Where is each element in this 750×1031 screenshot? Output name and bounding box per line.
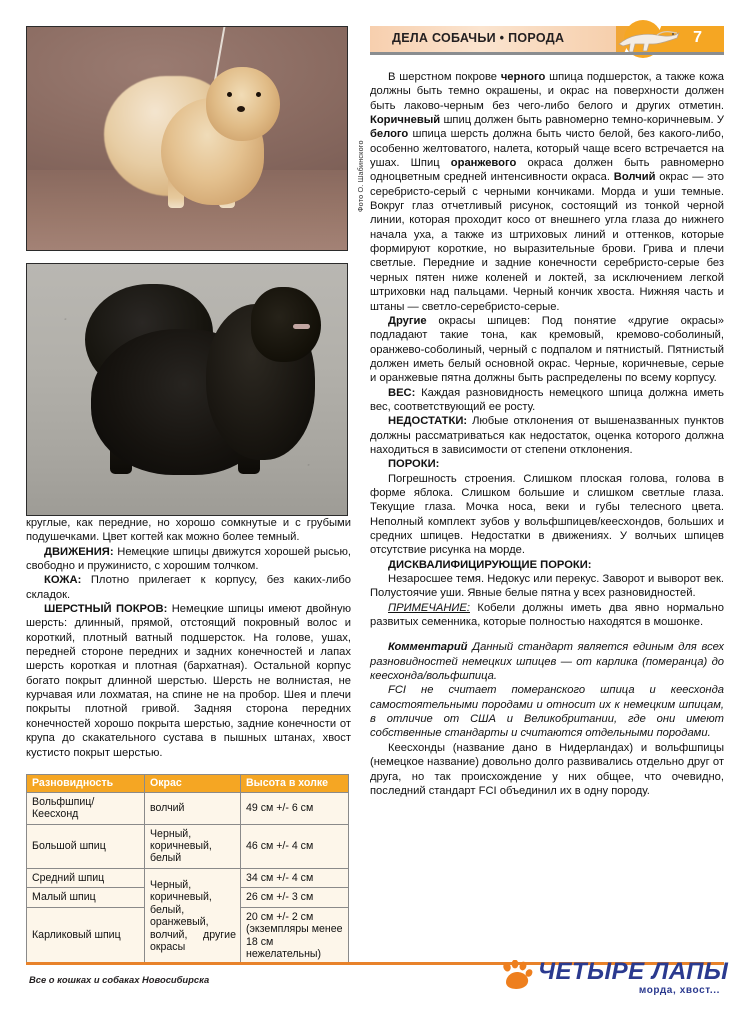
paragraph-lead: ВЕС: xyxy=(388,386,416,399)
paragraph-spacer xyxy=(370,629,724,640)
cell-variety: Большой шпиц xyxy=(27,824,145,868)
table-row xyxy=(27,824,349,868)
paragraph-lead: Другие xyxy=(388,314,427,327)
cell-color: Черный, коричневый, белый xyxy=(145,824,241,868)
page-columns xyxy=(26,26,724,960)
cell-height: 49 см +/- 6 см xyxy=(241,792,349,824)
column-header-height: Высота в холке xyxy=(241,774,349,792)
right-column xyxy=(370,26,724,956)
paragraph-italic xyxy=(388,641,468,653)
paragraph-lead: Комментарий xyxy=(388,641,468,654)
cell-height: 20 см +/- 2 см (экземпляры менее 18 см нежелательны) xyxy=(241,907,349,964)
paragraph-lead: КОЖА: xyxy=(44,574,82,587)
paragraph-lead: ПОРОКИ: xyxy=(388,458,440,471)
cell-variety: Средний шпиц xyxy=(27,868,145,887)
paragraph-note-lead: ПРИМЕЧАНИЕ: xyxy=(388,601,470,614)
paw-print-icon xyxy=(500,960,534,990)
paragraph: ШЕРСТНЫЙ ПОКРОВ: Немецкие шпицы имеют двойную шерсть: длинный, прямой, отстоящий покровный волос и короткий, плотный ватный подшерсток. На голове, ушах, передней стороне передних и задних конечностей и лапах шерсть короткая и плотная (бархатная). Остальной корпус богато покрыт длинной шерстью. Шерсть не волнистая, не курчавая или лохматая, на спине не на пробор. Шея и плечи покрыты плотной гривой. Задняя сторона передних конечностей хорошо покрыта шерстью, задние конечности от крупа до скакательного сустава в пышных штанах, хвост кустисто покрыт шерстью. xyxy=(26,603,351,759)
logo-wordmark: ЧЕТЫРЕ ЛАПЫ xyxy=(538,958,729,985)
banner-underline xyxy=(370,52,724,55)
cell-height: 46 см +/- 4 см xyxy=(241,824,349,868)
photo-orange-pomeranian xyxy=(26,26,348,251)
paragraph-lead: оранжевого xyxy=(450,157,517,170)
paragraph-italic: FCI не считает померанского шпица и кеесхонда самостоятельными породами и относит их к немецким шпицам, в отличие от США и Великобритании, где они имеют собственные стандарты и считаются отдельными породами. xyxy=(370,684,724,740)
paragraph-lead: ШЕРСТНЫЙ ПОКРОВ: xyxy=(44,603,168,616)
paragraph-lead: ДИСКВАЛИФИЦИРУЮЩИЕ ПОРОКИ: xyxy=(388,558,592,571)
paragraph: КОЖА: Плотно прилегает к корпусу, без каких-либо складок. xyxy=(26,574,351,601)
banner-title: ДЕЛА СОБАЧЬИ • ПОРОДА xyxy=(392,31,565,45)
running-dog-icon xyxy=(613,22,683,56)
paragraph: круглые, как передние, но хорошо сомкнутые и с грубыми подушечками. Цвет когтей как можно более темный. xyxy=(26,517,351,544)
paragraph-lead: Волчий xyxy=(613,171,656,184)
magazine-logo xyxy=(494,950,729,1002)
paragraph xyxy=(370,457,724,471)
section-banner xyxy=(370,26,724,56)
paragraph: Кеесхонды (название дано в Нидерландах) и вольфшпицы (немецкое название) довольно долго развивались отдельно друг от друга, но так происхождение у них общее, что очевидно, последний стандарт FCI объединил их в одну породу. xyxy=(370,741,724,797)
cell-height: 34 см +/- 4 см xyxy=(241,868,349,887)
cell-variety: Вольфшпиц/ Кеесхонд xyxy=(27,792,145,824)
left-column xyxy=(26,26,351,960)
cell-color-merged: Черный, коричневый, белый, оранжевый, волчий, другие окрасы xyxy=(145,868,241,963)
table-header-row xyxy=(27,774,349,792)
logo-tagline: морда, хвост... xyxy=(638,985,720,996)
paragraph xyxy=(370,683,724,740)
paragraph-lead: черного xyxy=(500,71,546,83)
dog-head xyxy=(206,67,280,141)
paragraph-lead: белого xyxy=(370,128,409,141)
paragraph-italic: Данный стандарт является единым для всех разновидностей немецких шпицев — от карлика (померанца) до кеесхонда/вольфшпица. xyxy=(370,641,724,683)
dog-head xyxy=(251,287,321,362)
photo-black-pomeranian xyxy=(26,263,348,516)
paragraph: ВЕС: Каждая разновидность немецкого шпица должна иметь вес, соответствующий ее росту. xyxy=(370,386,724,413)
table-row xyxy=(27,792,349,824)
paragraph-lead: ДВИЖЕНИЯ: xyxy=(44,545,114,558)
page-number: 7 xyxy=(693,29,702,46)
paragraph: В шерстном покрове черного шпица подшерсток, а также кожа должны быть темно окрашены, и окрас на поверхности должен быть лаково-черным без чего-либо белого и других отметин. Коричневый шпиц должен быть равномерно темно-коричневым. У белого шпица шерсть должна быть чисто белой, без какого-либо, особенно желтоватого, налета, который чаще всего встречается на ушах. Шпиц оранжевого окраса должен быть равномерно одноцветным средней интенсивности окраса. Волчий окрас — это серебристо-серый с черными кончиками. Морда и уши темные. Вокруг глаз отчетливый рисунок, состоящий из тонкой черной линии, которая проходит косо от внешнего угла глаза до нижнего начала уха, а также из штриховых линий и оттенков, которые формируют короткие, но выразительные брови. Грива и плечи светлые. Передние и задние конечности серебристо-серые без черных пятен ниже коленей и локтей, за исключением легкой штриховки над пальцами. Черный кончик хвоста. Нижняя часть и штаны — светло-серебристо-серые. xyxy=(370,71,724,313)
photo-credit: Фото О. Шабинского xyxy=(356,140,365,212)
right-column-text xyxy=(370,70,724,798)
column-header-variety: Разновидность xyxy=(27,774,145,792)
paragraph: НЕДОСТАТКИ: Любые отклонения от вышеназванных пунктов должны рассматриваться как недостаток, оценка которого должна находиться в зависимости от степени отклонения. xyxy=(370,415,724,456)
cell-variety: Карликовый шпиц xyxy=(27,907,145,964)
cell-height: 26 см +/- 3 см xyxy=(241,888,349,907)
page-footer xyxy=(26,958,729,1014)
paragraph xyxy=(370,558,724,572)
paragraph: Незаросшее темя. Недокус или перекус. Заворот и выворот век. Полустоячие уши. Явные белые пятна у всех разновидностей. xyxy=(370,573,724,600)
paragraph-lead: Коричневый xyxy=(370,114,441,127)
paragraph: Другие окрасы шпицев: Под понятие «другие окрасы» подладают такие тона, как кремовый, кремово-соболиный, оранжево-соболиный, черный с подпалом и пятнистый. Пятнистый должен иметь белый основной окрас. Черные, коричневые, серые и оранжевые пятна должны быть распределены по всему корпусу. xyxy=(370,314,724,385)
dog-eye-left xyxy=(227,92,232,97)
dog-mouth xyxy=(293,324,310,329)
dog-nose xyxy=(237,106,245,112)
breed-sizes-table xyxy=(26,774,349,964)
dog-eye-right xyxy=(256,92,261,97)
column-header-color: Окрас xyxy=(145,774,241,792)
paragraph xyxy=(370,640,724,683)
paragraph: Погрешность строения. Слишком плоская голова, голова в форме яблока. Слишком большие и слишком светлые глаза. Текущие глаза. Мочка носа, веки и губы телесного цвета. Неполный комплект зубов у вольфшпицев/кеесхондов, больших и средних шпицев. Недостатки в движениях. У волчьих шпицев отсутствие рисунка на морде. xyxy=(370,472,724,557)
cell-variety: Малый шпиц xyxy=(27,888,145,907)
cell-color: волчий xyxy=(145,792,241,824)
table-row xyxy=(27,868,349,887)
paragraph: ДВИЖЕНИЯ: Немецкие шпицы движутся хорошей рысью, свободно и пружинисто, с хорошим толчком. xyxy=(26,545,351,573)
footer-tagline: Все о кошках и собаках Новосибирска xyxy=(29,974,210,985)
paragraph-lead: НЕДОСТАТКИ: xyxy=(388,415,468,428)
left-column-text xyxy=(26,516,351,760)
paragraph: ПРИМЕЧАНИЕ: Кобели должны иметь два явно нормально развитых семенника, которые полностью находятся в мошонке. xyxy=(370,601,724,629)
